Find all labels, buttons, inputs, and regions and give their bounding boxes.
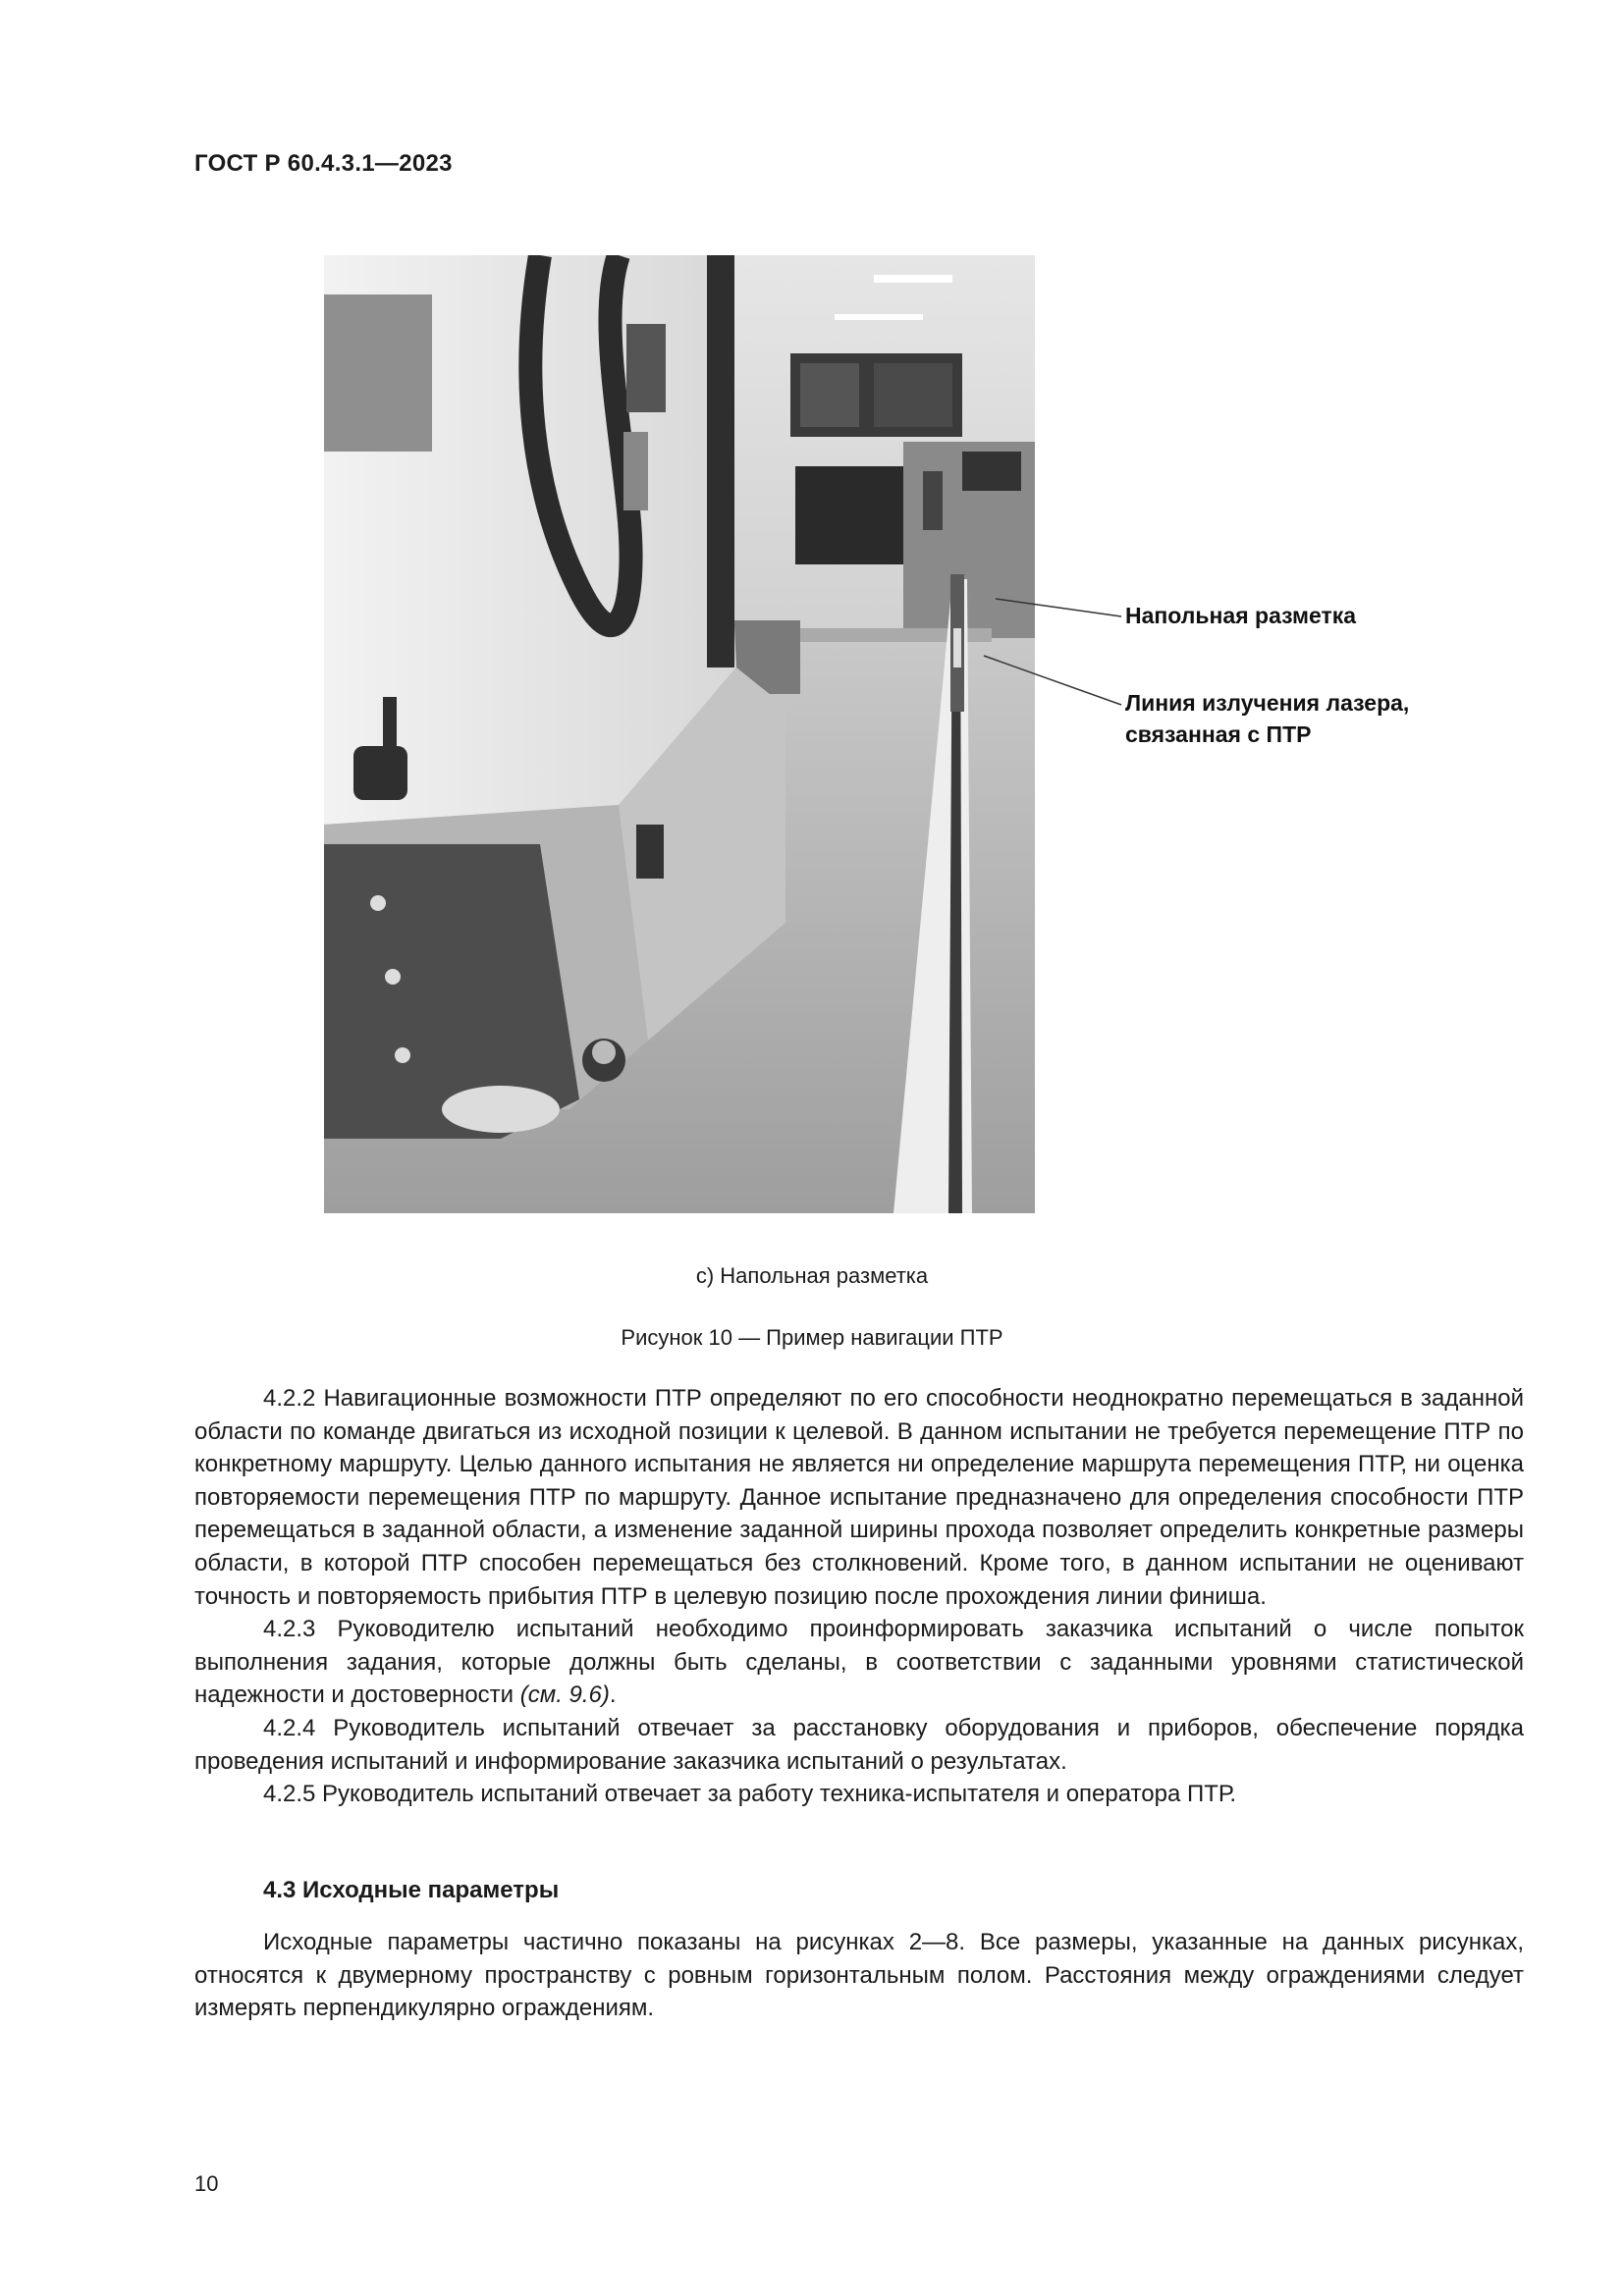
body-paragraphs	[194, 1382, 1524, 1811]
paragraph-4-2-3	[194, 1613, 1524, 1712]
paragraph-4-2-3-tail: .	[609, 1682, 617, 1709]
section-body	[194, 1926, 1524, 2025]
callout-laser-line-1: Линия излучения лазера,	[1125, 690, 1410, 716]
figure-photo-floor-marking	[324, 255, 1035, 1213]
page-number: 10	[194, 2171, 219, 2196]
document-code-header: ГОСТ Р 60.4.3.1—2023	[194, 150, 453, 177]
paragraph-4-2-5: 4.2.5 Руководитель испытаний отвечает за работу техника-испытателя и оператора ПТР.	[263, 1781, 1237, 1808]
paragraph-4-2-4: 4.2.4 Руководитель испытаний отвечает за расстановку оборудования и приборов, обеспечение порядка проведения испытаний и информирование заказчика испытаний о результатах.	[194, 1714, 1524, 1775]
section-title-4-3: 4.3 Исходные параметры	[263, 1877, 560, 1903]
paragraph-4-3: Исходные параметры частично показаны на рисунках 2—8. Все размеры, указанные на данных рисунках, относятся к двумерному пространству с ровным горизонтальным полом. Расстояния между ограждениями следует измерять перпендикулярно ограждениям.	[194, 1929, 1524, 2022]
callout-floor-marking: Напольная разметка	[1125, 603, 1357, 628]
callout-laser-line-2: связанная с ПТР	[1125, 721, 1312, 747]
paragraph-4-2-3-ref: (см. 9.6)	[519, 1682, 610, 1709]
figure-subcaption: с) Напольная разметка	[695, 1263, 929, 1288]
figure-caption: Рисунок 10 — Пример навигации ПТР	[621, 1325, 1003, 1350]
paragraph-4-2-2: 4.2.2 Навигационные возможности ПТР определяют по его способности неоднократно перемещаться в заданной области по команде двигаться из исходной позиции к целевой. В данном испытании не требуется перемещение ПТР по конкретному маршруту. Целью данного испытания не является ни определение маршрута перемещения ПТР, ни оценка повторяемости перемещения ПТР по маршруту. Данное испытание предназначено для определения способности ПТР перемещаться в заданной области, а изменение заданной ширины прохода позволяет определить конкретные размеры области, в которой ПТР способен перемещаться без столкновений. Кроме того, в данном испытании не оценивают точность и повторяемость прибытия ПТР в целевую позицию после прохождения линии финиша.	[194, 1385, 1524, 1610]
paragraph-4-2-3-text: 4.2.3 Руководителю испытаний необходимо проинформировать заказчика испытаний о числе попыток выполнения задания, которые должны быть сделаны, в соответствии с заданными уровнями статистической надежности и достоверности	[194, 1616, 1524, 1709]
callout-laser-line	[1125, 687, 1409, 750]
